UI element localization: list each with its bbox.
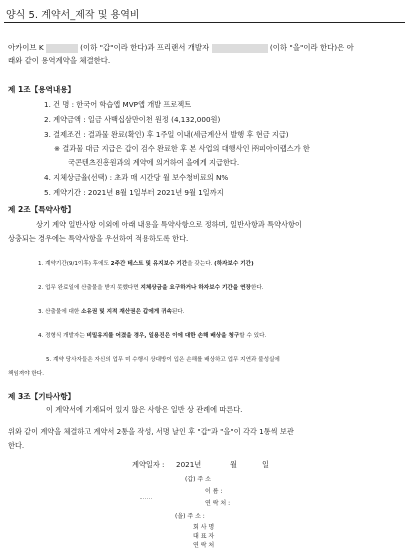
intro-paragraph bbox=[8, 41, 400, 67]
contract-date-month: 월 bbox=[230, 460, 237, 469]
contract-date-year: 2021년 bbox=[176, 460, 202, 469]
article2-title: 제 2조【특약사항】 bbox=[8, 205, 76, 214]
sig-b-rep: 대 표 자 bbox=[193, 533, 215, 540]
article1-note-line2: 국콘텐츠진흥원과의 계약에 의거하여 을에게 지급한다. bbox=[68, 158, 240, 167]
special-clause-5-line2: 책임져야 한다. bbox=[8, 371, 44, 377]
article3-para: 이 계약서에 기재되어 있지 않은 사항은 일반 상 관례에 따른다. bbox=[46, 405, 243, 414]
redacted-name-b bbox=[212, 44, 268, 53]
sig-a-address: (갑) 주 소 bbox=[185, 476, 211, 483]
closing-line1: 위와 같이 계약을 체결하고 계약서 2통을 작성, 서명 날인 후 "갑"과 "을"이 각각 1통씩 보관 bbox=[8, 427, 294, 436]
article1-title: 제 1조【용역내용】 bbox=[8, 85, 76, 94]
form-title: 양식 5. 계약서_제작 및 용역비 bbox=[6, 10, 140, 21]
special-clause-4: 4. 정형식 개발자는 비밀유지를 어겼을 경우, 일용진은 이에 대한 손해 배상을 청구할 수 있다. bbox=[38, 333, 267, 339]
redacted-name-a bbox=[46, 44, 78, 53]
sig-b-contact: 연 락 처 bbox=[193, 542, 215, 549]
intro-party-b-suffix: (이하 "을"이라 한다)은 아 bbox=[269, 43, 354, 52]
intro-party-a-suffix: (이하 "갑"이라 한다)과 프리랜서 개발자 bbox=[80, 43, 210, 52]
contract-date-day: 일 bbox=[262, 460, 269, 469]
article1-item-penalty: 4. 지체상금율(선택) : 초과 매 시간당 월 보수청비료의 N% bbox=[44, 173, 229, 182]
article2-para-line1: 상기 계약 일반사항 이외에 아래 내용을 특약사항으로 정하며, 일반사항과 특약사항이 bbox=[36, 220, 302, 229]
article2-para-line2: 상충되는 경우에는 특약사항을 우선하여 적용하도록 한다. bbox=[8, 234, 189, 243]
special-clause-3: 3. 산출물에 대한 소유권 및 지적 재산권은 갑에게 귀속된다. bbox=[38, 309, 185, 315]
article1-item-period: 5. 계약기간 : 2021년 8월 1일부터 2021년 9월 1일까지 bbox=[44, 188, 224, 197]
special-clause-2: 2. 업무 완료일에 산출물을 받지 못했다면 지체상금을 요구하거나 하자보수 기간을 연장한다. bbox=[38, 285, 264, 291]
intro-line2: 래와 같이 용역계약을 체결한다. bbox=[8, 56, 111, 65]
dotted-mark bbox=[140, 498, 152, 501]
intro-party-a: 아카이브 K bbox=[8, 43, 44, 52]
special-clause-1: 1. 계약기간(9/1이후) 후에도 2주간 테스트 및 유지보수 기간을 갖는다. (하자보수 기간) bbox=[38, 261, 254, 267]
sig-a-name: 이 름 : bbox=[205, 488, 223, 495]
article1-note-line1: ※ 결과물 대금 지급은 갑이 검수 완료한 후 본 사업의 대행사인 ㈜피아이랩스가 한 bbox=[54, 144, 310, 153]
sig-a-contact: 연 락 처 : bbox=[205, 500, 231, 507]
contract-date-label: 계약일자 : bbox=[132, 460, 165, 469]
article3-title: 제 3조【기타사항】 bbox=[8, 392, 76, 401]
article1-item-amount: 2. 계약금액 : 일금 사백십삼만이천 원정 (4,132,000원) bbox=[44, 115, 221, 124]
sig-b-address: (을) 주 소 : bbox=[175, 513, 205, 520]
sig-b-company: 회 사 명 bbox=[193, 524, 215, 531]
article1-item-payment: 3. 결제조건 : 결과물 완료(확인) 후 1주일 이내(세금계산서 발행 후 현금 지급) bbox=[44, 130, 289, 139]
title-divider bbox=[4, 22, 405, 23]
special-clause-5-line1: 5. 계약 당사자들은 자신의 업무 미 수행시 상대방이 입은 손해를 배상하고 업무 지연과 불성실에 bbox=[46, 357, 280, 363]
closing-line2: 한다. bbox=[8, 441, 25, 450]
article1-item-name: 1. 건 명 : 한국어 학습앱 MVP앱 개발 프로젝트 bbox=[44, 100, 192, 109]
